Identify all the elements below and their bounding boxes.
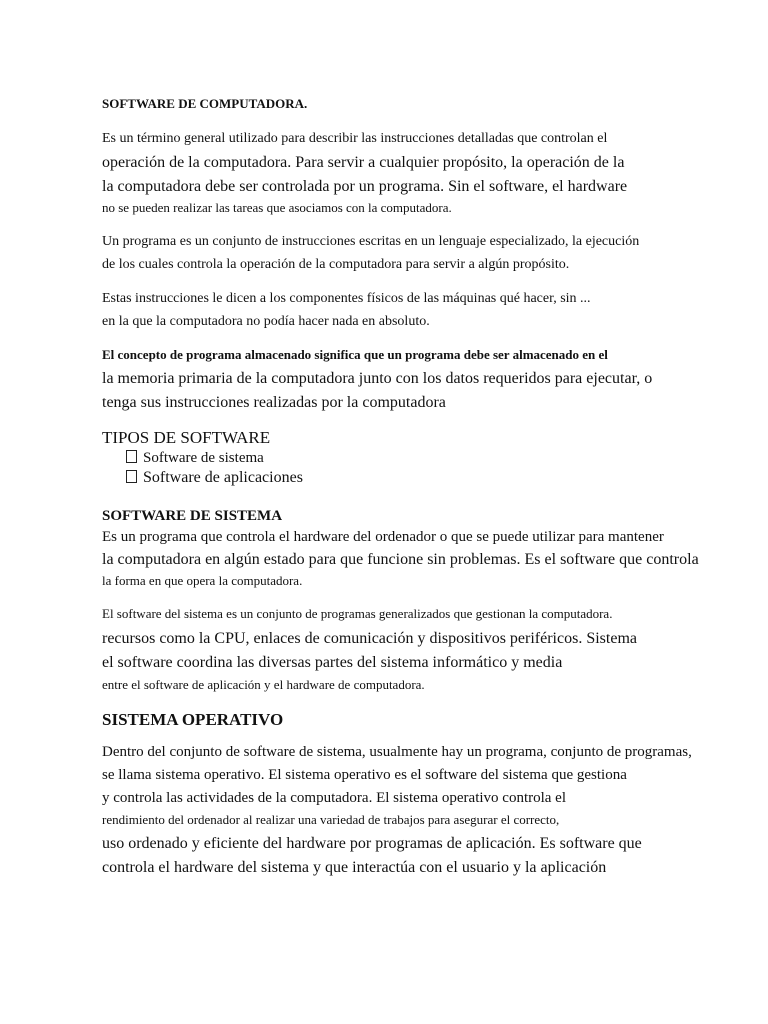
intro-line-3: la computadora debe ser controlada por un programa. Sin el software, el hardware [102, 178, 628, 195]
system-heading: SOFTWARE DE SISTEMA [102, 508, 283, 524]
instructions-line-2: en la que la computadora no podía hacer nada en absoluto. [102, 314, 430, 329]
stored-program-line-1: El concepto de programa almacenado significa que un programa debe ser almacenado en el [102, 347, 608, 362]
system-resources-line-4: entre el software de aplicación y el hardware de computadora. [102, 677, 425, 692]
document-title: SOFTWARE DE COMPUTADORA. [102, 96, 308, 111]
os-text-line-5: uso ordenado y eficiente del hardware por programas de aplicación. Es software que [102, 835, 642, 852]
intro-line-2: operación de la computadora. Para servir a cualquier propósito, la operación de la [102, 154, 625, 171]
types-item-label: Software de sistema [143, 450, 264, 466]
system-def-line-2: la computadora en algún estado para que funcione sin problemas. Es el software que controla [102, 551, 699, 568]
system-resources-line-1: El software del sistema es un conjunto de programas generalizados que gestionan la computadora. [102, 606, 613, 621]
instructions-line-1: Estas instrucciones le dicen a los componentes físicos de las máquinas qué hacer, sin ... [102, 291, 591, 306]
intro-line-1: Es un término general utilizado para describir las instrucciones detalladas que controlan el [102, 131, 608, 146]
os-text-line-1: Dentro del conjunto de software de sistema, usualmente hay un programa, conjunto de programas, [102, 744, 692, 760]
program-def-line-1: Un programa es un conjunto de instrucciones escritas en un lenguaje especializado, la ejecución [102, 234, 640, 249]
intro-line-4: no se pueden realizar las tareas que asociamos con la computadora. [102, 200, 452, 215]
system-def-line-3: la forma en que opera la computadora. [102, 573, 303, 588]
types-list-item [126, 450, 264, 466]
types-item-label: Software de aplicaciones [143, 469, 303, 486]
types-list-item [126, 470, 303, 486]
os-text-line-2: se llama sistema operativo. El sistema operativo es el software del sistema que gestiona [102, 767, 627, 783]
checkbox-icon [126, 470, 137, 483]
program-def-line-2: de los cuales controla la operación de la computadora para servir a algún propósito. [102, 257, 570, 272]
os-text-line-3: y controla las actividades de la computadora. El sistema operativo controla el [102, 790, 567, 806]
os-text-line-6: controla el hardware del sistema y que interactúa con el usuario y la aplicación [102, 859, 607, 876]
system-resources-line-3: el software coordina las diversas partes del sistema informático y media [102, 654, 563, 671]
system-resources-line-2: recursos como la CPU, enlaces de comunicación y dispositivos periféricos. Sistema [102, 630, 637, 647]
types-heading: TIPOS DE SOFTWARE [102, 428, 271, 447]
stored-program-line-2: la memoria primaria de la computadora junto con los datos requeridos para ejecutar, o [102, 370, 653, 387]
stored-program-line-3: tenga sus instrucciones realizadas por la computadora [102, 394, 446, 411]
checkbox-icon [126, 450, 137, 463]
system-def-line-1: Es un programa que controla el hardware del ordenador o que se puede utilizar para mantener [102, 529, 664, 545]
os-heading: SISTEMA OPERATIVO [102, 710, 284, 729]
os-text-line-4: rendimiento del ordenador al realizar una variedad de trabajos para asegurar el correcto, [102, 812, 560, 827]
